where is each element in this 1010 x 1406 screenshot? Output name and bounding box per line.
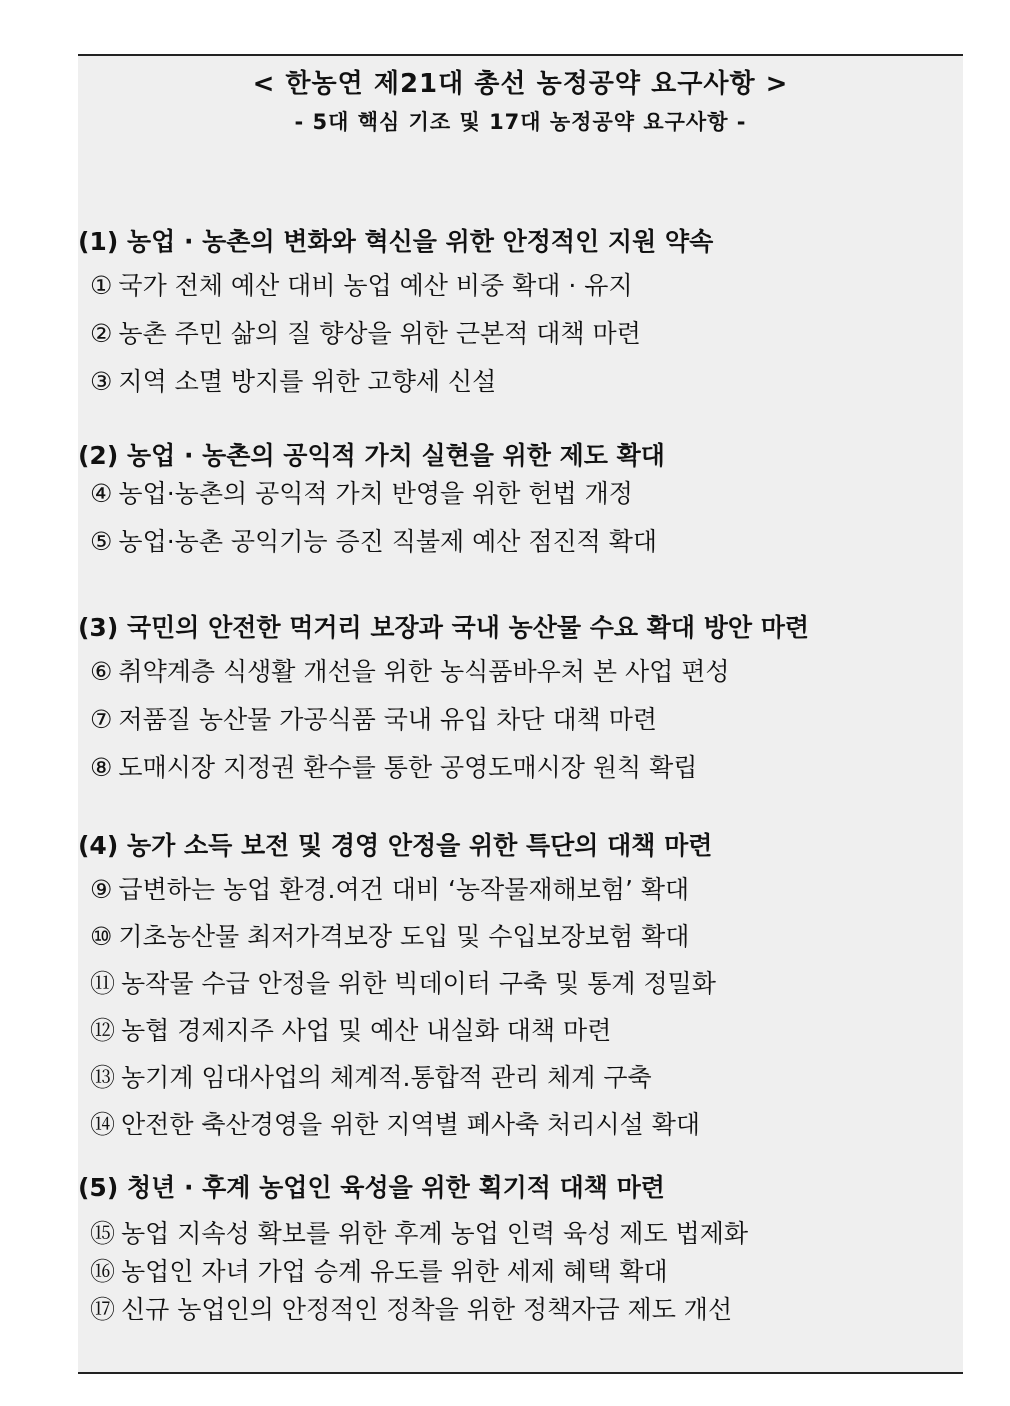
item-text: 농촌 주민 삶의 질 향상을 위한 근본적 대책 마련 xyxy=(118,319,641,348)
list-item xyxy=(90,364,496,400)
item-text: 농협 경제지주 사업 및 예산 내실화 대책 마련 xyxy=(121,1016,612,1045)
item-number: ② xyxy=(90,319,113,348)
list-item xyxy=(90,702,657,738)
section-1 xyxy=(78,222,963,396)
item-number: ③ xyxy=(90,367,113,396)
item-number: ⑨ xyxy=(90,875,113,904)
item-text: 저품질 농산물 가공식품 국내 유입 차단 대책 마련 xyxy=(118,705,658,734)
document-subtitle: - 5대 핵심 기조 및 17대 농정공약 요구사항 - xyxy=(294,110,747,134)
item-number: ⑫ xyxy=(90,1016,116,1045)
item-number: ⑤ xyxy=(90,527,113,556)
item-text: 기초농산물 최저가격보장 도입 및 수입보장보험 확대 xyxy=(118,922,690,951)
list-item xyxy=(90,1254,668,1290)
list-item xyxy=(90,476,633,512)
item-number: ⑪ xyxy=(90,969,116,998)
item-text: 농업·농촌 공익기능 증진 직불제 예산 점진적 확대 xyxy=(118,527,658,556)
section-3 xyxy=(78,608,963,782)
item-text: 농작물 수급 안정을 위한 빅데이터 구축 및 통계 정밀화 xyxy=(121,969,716,998)
list-item xyxy=(90,1216,748,1252)
item-number: ⑰ xyxy=(90,1295,116,1324)
list-item xyxy=(90,966,716,1002)
item-text: 농업인 자녀 가업 승계 유도를 위한 세제 혜택 확대 xyxy=(121,1257,668,1286)
section-heading: (3) 국민의 안전한 먹거리 보장과 국내 농산물 수요 확대 방안 마련 xyxy=(78,613,810,642)
document-page xyxy=(78,54,963,1374)
list-item xyxy=(90,1060,652,1096)
section-2 xyxy=(78,436,963,556)
document-title: < 한농연 제21대 총선 농정공약 요구사항 > xyxy=(252,69,789,99)
item-number: ⑬ xyxy=(90,1063,116,1092)
item-number: ⑥ xyxy=(90,657,113,686)
item-number: ⑯ xyxy=(90,1257,116,1286)
list-item xyxy=(90,654,730,690)
item-text: 안전한 축산경영을 위한 지역별 폐사축 처리시설 확대 xyxy=(121,1110,700,1139)
item-number: ⑭ xyxy=(90,1110,116,1139)
list-item xyxy=(90,750,697,786)
list-item xyxy=(90,872,689,908)
list-item xyxy=(90,919,689,955)
list-item xyxy=(90,524,657,560)
section-heading: (4) 농가 소득 보전 및 경영 안정을 위한 특단의 대책 마련 xyxy=(78,831,713,860)
section-5 xyxy=(78,1168,963,1324)
item-text: 농기계 임대사업의 체계적.통합적 관리 체계 구축 xyxy=(121,1063,652,1092)
item-number: ① xyxy=(90,271,113,300)
item-number: ⑦ xyxy=(90,705,113,734)
list-item xyxy=(90,1013,611,1049)
item-number: ⑩ xyxy=(90,922,113,951)
item-text: 농업·농촌의 공익적 가치 반영을 위한 헌법 개정 xyxy=(118,479,633,508)
item-text: 급변하는 농업 환경.여건 대비 ‘농작물재해보험’ 확대 xyxy=(118,875,690,904)
item-text: 지역 소멸 방지를 위한 고향세 신설 xyxy=(118,367,497,396)
section-heading: (2) 농업 · 농촌의 공익적 가치 실현을 위한 제도 확대 xyxy=(78,441,665,470)
item-number: ④ xyxy=(90,479,113,508)
item-text: 취약계층 식생활 개선을 위한 농식품바우처 본 사업 편성 xyxy=(118,657,730,686)
list-item xyxy=(90,316,641,352)
item-text: 도매시장 지정권 환수를 통한 공영도매시장 원칙 확립 xyxy=(118,753,698,782)
item-text: 신규 농업인의 안정적인 정착을 위한 정책자금 제도 개선 xyxy=(121,1295,733,1324)
item-number: ⑧ xyxy=(90,753,113,782)
section-heading: (5) 청년 · 후계 농업인 육성을 위한 획기적 대책 마련 xyxy=(78,1173,665,1202)
item-text: 농업 지속성 확보를 위한 후계 농업 인력 육성 제도 법제화 xyxy=(121,1219,748,1248)
list-item xyxy=(90,1292,732,1328)
item-number: ⑮ xyxy=(90,1219,116,1248)
section-4 xyxy=(78,826,963,1139)
list-item xyxy=(90,268,633,304)
item-text: 국가 전체 예산 대비 농업 예산 비중 확대 · 유지 xyxy=(118,271,633,300)
list-item xyxy=(90,1107,700,1143)
section-heading: (1) 농업 · 농촌의 변화와 혁신을 위한 안정적인 지원 약속 xyxy=(78,227,714,256)
